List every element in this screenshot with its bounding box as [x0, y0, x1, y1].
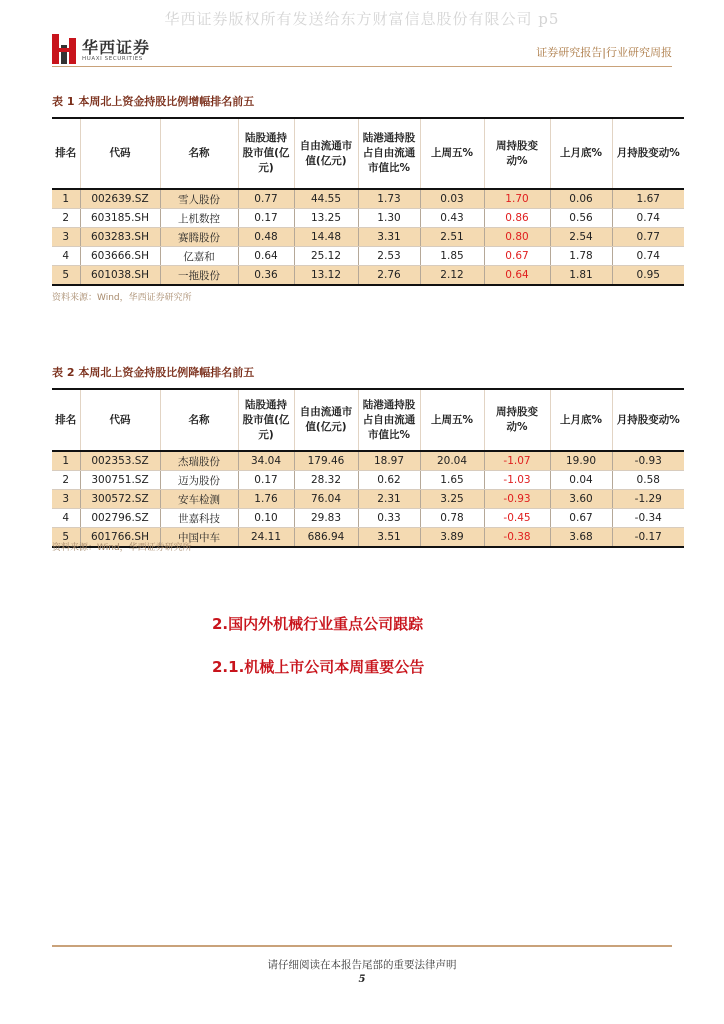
name-cell: 上机数控	[160, 209, 238, 228]
code-cell: 002353.SZ	[80, 451, 160, 471]
value-cell: 13.25	[294, 209, 358, 228]
column-header: 自由流通市值(亿元)	[294, 118, 358, 189]
report-type-label: 证券研究报告|行业研究周报	[536, 46, 672, 59]
value-cell: -1.29	[612, 490, 684, 509]
column-header: 陆港通持股占自由流通市值比%	[358, 118, 420, 189]
value-cell: 3.60	[550, 490, 612, 509]
column-header: 名称	[160, 118, 238, 189]
column-header: 月持股变动%	[612, 389, 684, 451]
value-cell: 0.78	[420, 509, 484, 528]
value-cell: 3.89	[420, 528, 484, 548]
value-cell: 3.31	[358, 228, 420, 247]
value-cell: 2.54	[550, 228, 612, 247]
code-cell: 601038.SH	[80, 266, 160, 286]
value-cell: 2.51	[420, 228, 484, 247]
weekly-change-cell: 1.70	[484, 189, 550, 209]
value-cell: 2.76	[358, 266, 420, 286]
value-cell: 0.77	[238, 189, 294, 209]
value-cell: 0.36	[238, 266, 294, 286]
value-cell: 14.48	[294, 228, 358, 247]
table-1-title: 表 1 本周北上资金持股比例增幅排名前五	[52, 95, 255, 108]
value-cell: 1.81	[550, 266, 612, 286]
value-cell: 1.65	[420, 471, 484, 490]
rank-cell: 5	[52, 528, 80, 548]
rank-cell: 3	[52, 228, 80, 247]
value-cell: -0.93	[612, 451, 684, 471]
watermark-text: 华西证券版权所有发送给东方财富信息股份有限公司 p5	[164, 10, 560, 28]
value-cell: 0.48	[238, 228, 294, 247]
name-cell: 安车检测	[160, 490, 238, 509]
code-cell: 603283.SH	[80, 228, 160, 247]
value-cell: 0.56	[550, 209, 612, 228]
column-header: 上月底%	[550, 389, 612, 451]
column-header: 月持股变动%	[612, 118, 684, 189]
rank-cell: 4	[52, 509, 80, 528]
rank-cell: 1	[52, 189, 80, 209]
code-cell: 603666.SH	[80, 247, 160, 266]
name-cell: 中国中车	[160, 528, 238, 548]
column-header: 排名	[55, 413, 77, 426]
header-divider	[52, 66, 672, 67]
table-2	[52, 388, 684, 548]
code-cell: 300572.SZ	[80, 490, 160, 509]
value-cell: 20.04	[420, 451, 484, 471]
name-cell: 世嘉科技	[160, 509, 238, 528]
code-cell: 002796.SZ	[80, 509, 160, 528]
column-header: 名称	[160, 389, 238, 451]
value-cell: -0.34	[612, 509, 684, 528]
weekly-change-cell: 0.86	[484, 209, 550, 228]
name-cell: 雪人股份	[160, 189, 238, 209]
value-cell: 0.04	[550, 471, 612, 490]
logo-name-en: HUAXI SECURITIES	[82, 56, 143, 62]
table-row	[52, 509, 684, 528]
company-logo	[52, 34, 202, 68]
weekly-change-cell: 0.64	[484, 266, 550, 286]
legal-disclaimer: 请仔细阅读在本报告尾部的重要法律声明	[267, 959, 457, 971]
code-cell: 603185.SH	[80, 209, 160, 228]
value-cell: 0.43	[420, 209, 484, 228]
value-cell: 2.53	[358, 247, 420, 266]
rank-cell: 4	[52, 247, 80, 266]
value-cell: 34.04	[238, 451, 294, 471]
value-cell: 19.90	[550, 451, 612, 471]
value-cell: 3.25	[420, 490, 484, 509]
weekly-change-cell: -1.03	[484, 471, 550, 490]
weekly-change-cell: 0.80	[484, 228, 550, 247]
value-cell: 179.46	[294, 451, 358, 471]
value-cell: 1.67	[612, 189, 684, 209]
value-cell: -0.17	[612, 528, 684, 548]
value-cell: 686.94	[294, 528, 358, 548]
value-cell: 3.68	[550, 528, 612, 548]
value-cell: 29.83	[294, 509, 358, 528]
footer-divider	[52, 945, 672, 947]
value-cell: 1.76	[238, 490, 294, 509]
value-cell: 2.31	[358, 490, 420, 509]
value-cell: 0.77	[612, 228, 684, 247]
rank-cell: 2	[52, 209, 80, 228]
value-cell: 0.67	[550, 509, 612, 528]
value-cell: 0.33	[358, 509, 420, 528]
column-header: 上周五%	[420, 118, 484, 189]
value-cell: 1.85	[420, 247, 484, 266]
rank-cell: 1	[52, 451, 80, 471]
code-cell: 002639.SZ	[80, 189, 160, 209]
table-1	[52, 117, 684, 286]
value-cell: 18.97	[358, 451, 420, 471]
value-cell: 2.12	[420, 266, 484, 286]
value-cell: 3.51	[358, 528, 420, 548]
value-cell: 1.73	[358, 189, 420, 209]
value-cell: 1.30	[358, 209, 420, 228]
column-header: 自由流通市值(亿元)	[294, 389, 358, 451]
column-header: 排名	[55, 147, 77, 159]
value-cell: 0.17	[238, 471, 294, 490]
subsection-heading: 2.1.机械上市公司本周重要公告	[212, 658, 425, 676]
value-cell: 76.04	[294, 490, 358, 509]
logo-name-cn: 华西证券	[82, 38, 151, 57]
weekly-change-cell: -0.45	[484, 509, 550, 528]
value-cell: 0.62	[358, 471, 420, 490]
rank-cell: 2	[52, 471, 80, 490]
value-cell: 0.03	[420, 189, 484, 209]
table-row	[52, 490, 684, 509]
name-cell: 亿嘉和	[160, 247, 238, 266]
column-header: 上月底%	[550, 118, 612, 189]
name-cell: 杰瑞股份	[160, 451, 238, 471]
column-header: 陆港通持股占自由流通市值比%	[358, 389, 420, 451]
value-cell: 44.55	[294, 189, 358, 209]
table-1-source: 资料来源：Wind，华西证券研究所	[52, 293, 192, 303]
rank-cell: 5	[52, 266, 80, 286]
weekly-change-cell: -1.07	[484, 451, 550, 471]
value-cell: 0.74	[612, 247, 684, 266]
column-header: 代码	[80, 118, 160, 189]
column-header: 陆股通持股市值(亿元)	[238, 118, 294, 189]
column-header: 代码	[80, 389, 160, 451]
value-cell: 0.06	[550, 189, 612, 209]
table-row	[52, 209, 684, 228]
section-heading: 2.国内外机械行业重点公司跟踪	[212, 615, 424, 633]
table-row	[52, 247, 684, 266]
name-cell: 迈为股份	[160, 471, 238, 490]
weekly-change-cell: -0.38	[484, 528, 550, 548]
name-cell: 一拖股份	[160, 266, 238, 286]
table-row	[52, 451, 684, 471]
table-2-source: 资料来源：Wind，华西证券研究所	[52, 543, 192, 553]
rank-cell: 3	[52, 490, 80, 509]
weekly-change-cell: -0.93	[484, 490, 550, 509]
huaxi-logo-icon	[52, 34, 76, 64]
table-row	[52, 228, 684, 247]
value-cell: 24.11	[238, 528, 294, 548]
table-2-title: 表 2 本周北上资金持股比例降幅排名前五	[52, 366, 255, 379]
table-row	[52, 266, 684, 286]
code-cell: 601766.SH	[80, 528, 160, 548]
column-header: 陆股通持股市值(亿元)	[238, 389, 294, 451]
page-number: 5	[358, 974, 366, 985]
value-cell: 0.10	[238, 509, 294, 528]
value-cell: 0.95	[612, 266, 684, 286]
name-cell: 赛腾股份	[160, 228, 238, 247]
value-cell: 0.58	[612, 471, 684, 490]
value-cell: 13.12	[294, 266, 358, 286]
code-cell: 300751.SZ	[80, 471, 160, 490]
value-cell: 0.74	[612, 209, 684, 228]
value-cell: 1.78	[550, 247, 612, 266]
value-cell: 25.12	[294, 247, 358, 266]
weekly-change-cell: 0.67	[484, 247, 550, 266]
value-cell: 0.17	[238, 209, 294, 228]
column-header: 周持股变动%	[484, 118, 550, 189]
column-header: 上周五%	[420, 389, 484, 451]
value-cell: 28.32	[294, 471, 358, 490]
table-row	[52, 189, 684, 209]
table-row	[52, 471, 684, 490]
value-cell: 0.64	[238, 247, 294, 266]
column-header: 周持股变动%	[484, 389, 550, 451]
